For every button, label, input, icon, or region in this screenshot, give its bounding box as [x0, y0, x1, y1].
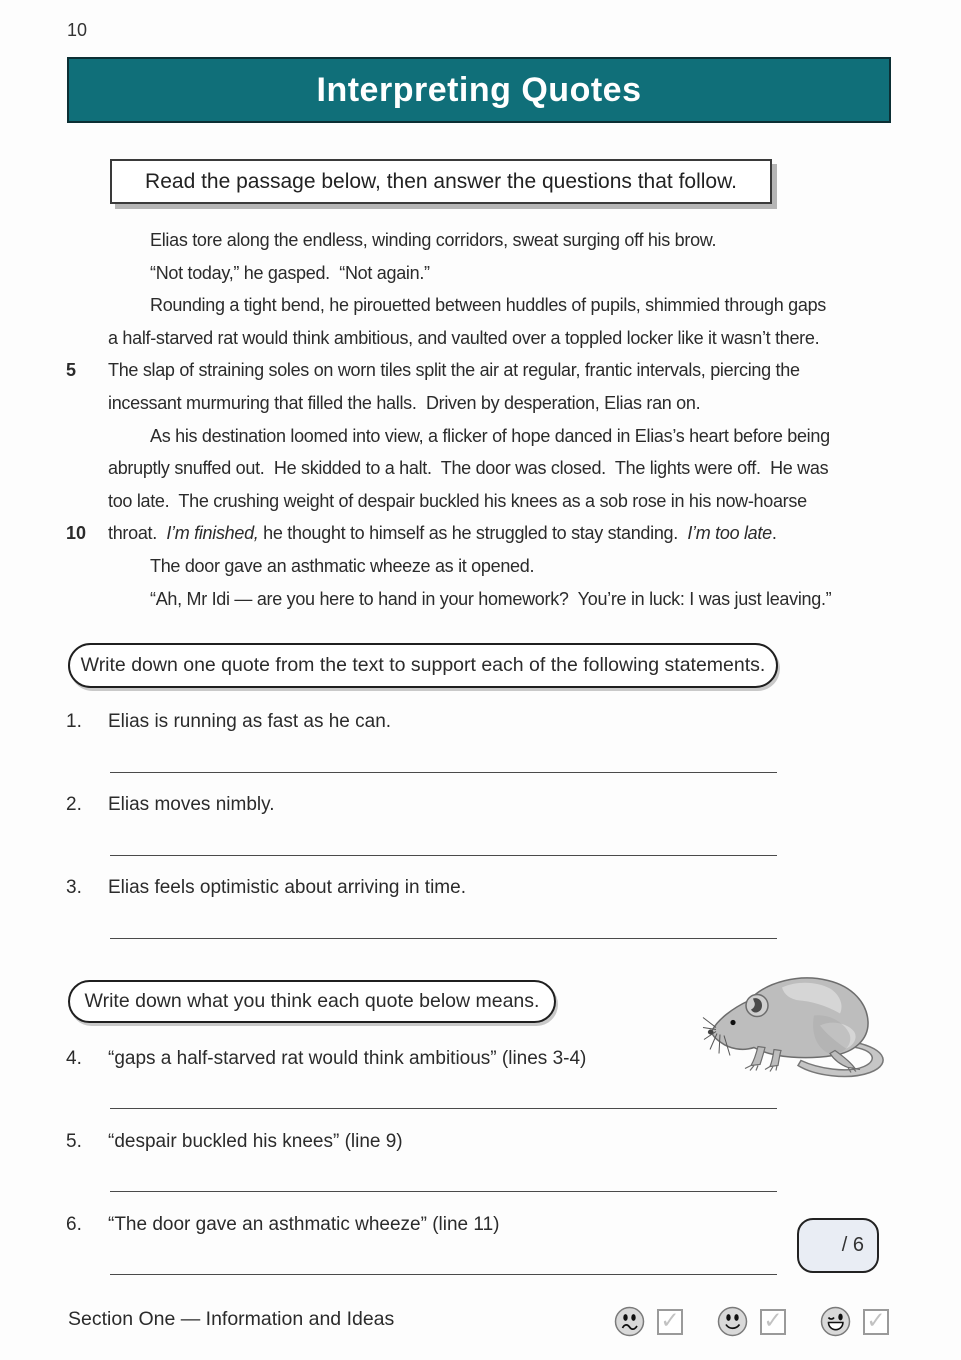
question-1 [66, 711, 391, 733]
question-text: Elias feels optimistic about arriving in time. [108, 877, 466, 898]
question-text: Elias moves nimbly. [108, 794, 275, 815]
question-5 [66, 1131, 403, 1153]
passage-line-text: Elias tore along the endless, winding corridors, sweat surging off his brow. [150, 230, 717, 250]
answer-line-q5[interactable] [110, 1191, 777, 1192]
smile-face-icon [717, 1306, 748, 1337]
passage-line [66, 583, 898, 616]
passage-line-number [66, 550, 108, 583]
prompt-meanings-text: Write down what you think each quote below means. [84, 990, 540, 1012]
passage-line [66, 289, 898, 322]
question-number: 3. [66, 877, 82, 898]
question-3 [66, 877, 466, 899]
checkmark-icon: ✓ [866, 1307, 886, 1333]
title-banner [67, 57, 891, 123]
question-number: 2. [66, 794, 82, 815]
answer-line-q4[interactable] [110, 1108, 777, 1109]
question-number: 6. [66, 1214, 82, 1235]
question-number: 1. [66, 711, 82, 732]
question-number: 4. [66, 1048, 82, 1069]
passage-line-number: 10 [66, 523, 87, 544]
passage-line-number [66, 289, 108, 322]
rating-checkbox-ok[interactable] [760, 1309, 786, 1335]
passage-line [66, 420, 898, 453]
rat-illustration-icon [702, 966, 897, 1084]
passage [66, 224, 898, 615]
passage-line [66, 387, 898, 420]
question-2 [66, 794, 274, 816]
prompt-box-quotes [68, 643, 778, 688]
passage-line [66, 224, 898, 257]
question-6 [66, 1214, 499, 1236]
passage-line-text: As his destination loomed into view, a flicker of hope danced in Elias’s heart before being [150, 425, 830, 446]
answer-line-q2[interactable] [110, 855, 777, 856]
self-assessment-rating [614, 1306, 889, 1337]
question-text: “gaps a half-starved rat would think ambitious” (lines 3-4) [108, 1048, 587, 1069]
passage-line [66, 322, 898, 355]
footer-section-label: Section One — Information and Ideas [68, 1308, 395, 1330]
passage-line-number [66, 257, 108, 290]
rating-checkbox-happy[interactable] [863, 1309, 889, 1335]
passage-line [66, 517, 898, 550]
score-box[interactable] [797, 1218, 879, 1273]
read-instruction-text: Read the passage below, then answer the questions that follow. [145, 169, 737, 193]
passage-line [66, 452, 898, 485]
passage-line-text: too late. The crushing weight of despair buckled his knees as a sob rose in his now-hoarse [108, 490, 807, 511]
checkmark-icon: ✓ [763, 1307, 783, 1333]
question-text: “despair buckled his knees” (line 9) [108, 1131, 403, 1152]
prompt-box-meanings [68, 980, 556, 1023]
passage-line-number [66, 224, 108, 257]
passage-line-number [66, 485, 108, 518]
passage-line [66, 257, 898, 290]
checkmark-icon: ✓ [660, 1307, 680, 1333]
score-label: / 6 [841, 1234, 864, 1256]
page-title: Interpreting Quotes [316, 70, 642, 109]
passage-line-number [66, 420, 108, 453]
read-instruction-box [110, 159, 772, 204]
passage-line-number [66, 322, 108, 355]
passage-line-number [66, 387, 108, 420]
passage-line-number [66, 452, 108, 485]
passage-line-text: a half-starved rat would think ambitious, and vaulted over a toppled locker like it wasn’t there. [108, 327, 820, 348]
passage-line-number [66, 583, 108, 616]
passage-line [66, 550, 898, 583]
passage-line [66, 485, 898, 518]
passage-line-text: Rounding a tight bend, he pirouetted between huddles of pupils, shimmied through gaps [150, 295, 826, 316]
passage-line-text: incessant murmuring that filled the halls. Driven by desperation, Elias ran on. [108, 392, 701, 413]
answer-line-q1[interactable] [110, 772, 777, 773]
passage-line-text: The door gave an asthmatic wheeze as it opened. [150, 555, 535, 576]
question-text: Elias is running as fast as he can. [108, 711, 392, 732]
question-4 [66, 1048, 586, 1070]
passage-line-text: throat. I’m finished, he thought to himself as he struggled to stay standing. I’m too late. [108, 523, 777, 544]
wink-face-icon [820, 1306, 851, 1337]
passage-line-text: “Ah, Mr Idi — are you here to hand in your homework? You’re in luck: I was just leaving.” [150, 588, 832, 609]
answer-line-q6[interactable] [110, 1274, 777, 1275]
passage-line-text: abruptly snuffed out. He skidded to a halt. The door was closed. The lights were off. He was [108, 458, 829, 479]
passage-line-text: “Not today,” he gasped. “Not again.” [150, 262, 430, 283]
unsure-face-icon [614, 1306, 645, 1337]
passage-line-text: The slap of straining soles on worn tiles split the air at regular, frantic intervals, piercing the [108, 360, 800, 381]
question-number: 5. [66, 1131, 82, 1152]
passage-line [66, 354, 898, 387]
passage-line-number: 5 [66, 360, 77, 381]
rating-checkbox-unsure[interactable] [657, 1309, 683, 1335]
question-text: “The door gave an asthmatic wheeze” (line 11) [108, 1214, 500, 1235]
prompt-quotes-text: Write down one quote from the text to support each of the following statements. [80, 654, 766, 676]
answer-line-q3[interactable] [110, 938, 777, 939]
page-number: 10 [67, 20, 88, 40]
